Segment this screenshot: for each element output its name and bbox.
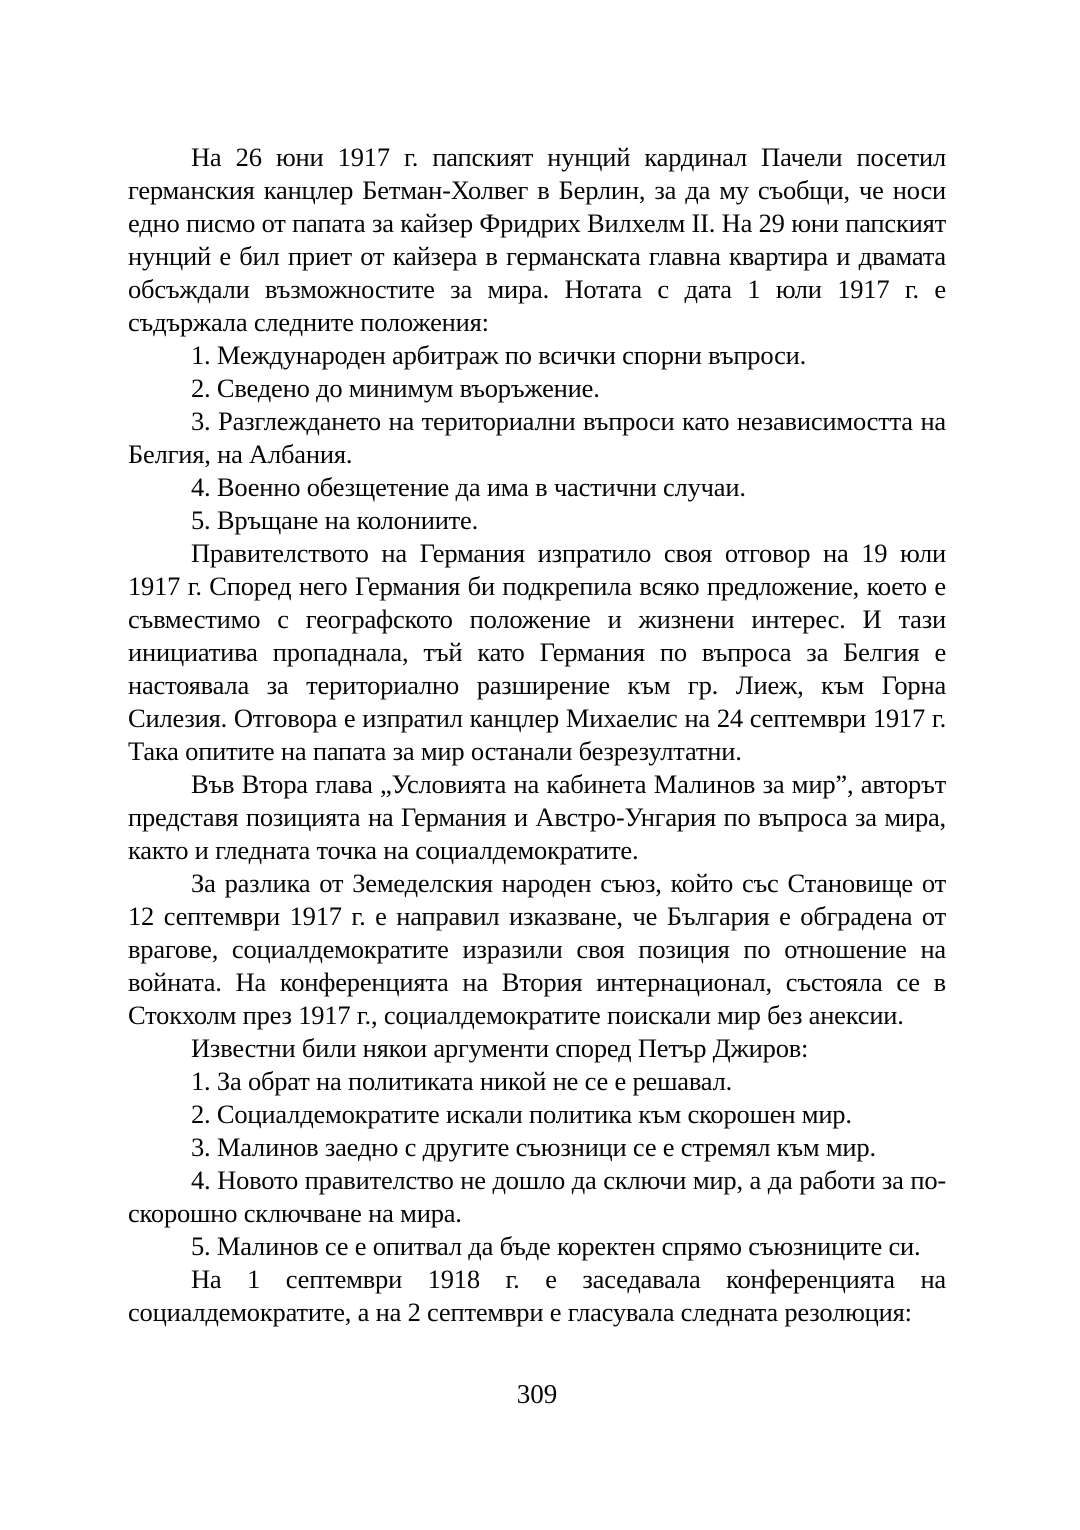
list-item: 4. Новото правителство не дошло да сключи мир, а да работи за по-скорошно сключване на мира. <box>128 1165 946 1228</box>
paragraph: Известни били някои аргументи според Петър Джиров: <box>191 1033 809 1063</box>
list-item: 5. Малинов се е опитвал да бъде коректен спрямо съюзниците си. <box>191 1231 921 1261</box>
list-item: 1. Международен арбитраж по всички спорни въпроси. <box>191 340 807 370</box>
paragraph: На 1 септември 1918 г. е заседавала конференцията на социалдемократите, а на 2 септември е гласувала следната резолюция: <box>128 1264 946 1327</box>
paragraph: Правителството на Германия изпратило своя отговор на 19 юли 1917 г. Според него Германия би подкрепила всяко предложение, което е съвместимо с географското положение и жизнени интерес. И тази инициатива пропаднала, тъй като Германия по въпроса за Белгия е настоявала за териториално разширение към гр. Лиеж, към Горна Силезия. Отговора е изпратил канцлер Михаелис на 24 септември 1917 г. Така опитите на папата за мир останали безрезултатни. <box>128 538 946 766</box>
list-item: 3. Малинов заедно с другите съюзници се е стремял към мир. <box>191 1132 876 1162</box>
paragraph: За разлика от Земеделския народен съюз, който със Становище от 12 септември 1917 г. е направил изказване, че България е обградена от врагове, социалдемократите изразили своя позиция по отношение на войната. На конференцията на Втория интернационал, състояла се в Стокхолм през 1917 г., социалдемократите поискали мир без анексии. <box>128 868 946 1030</box>
list-item: 4. Военно обезщетение да има в частични случаи. <box>191 472 746 502</box>
list-item: 1. За обрат на политиката никой не се е решавал. <box>191 1066 733 1096</box>
paragraph: На 26 юни 1917 г. папският нунций кардинал Пачели посетил германския канцлер Бетман-Холвег в Берлин, за да му съобщи, че носи едно писмо от папата за кайзер Фридрих Вилхелм II. На 29 юни папският нунций е бил приет от кайзера в германската главна квартира и двамата обсъждали възможностите за мира. Нотата с дата 1 юли 1917 г. е съдържала следните положения: <box>128 142 946 337</box>
list-item: 2. Социалдемократите искали политика към скорошен мир. <box>191 1099 852 1129</box>
page-number: 309 <box>516 1379 558 1409</box>
text-block <box>128 141 946 1329</box>
paragraph: Във Втора глава „Условията на кабинета Малинов за мир”, авторът представя позицията на Германия и Австро-Унгария по въпроса за мира, както и гледната точка на социалдемократите. <box>128 769 946 865</box>
list-item: 5. Връщане на колониите. <box>191 505 479 535</box>
list-item: 2. Сведено до минимум въоръжение. <box>191 373 600 403</box>
list-item: 3. Разглеждането на териториални въпроси като независимостта на Белгия, на Албания. <box>128 406 946 469</box>
